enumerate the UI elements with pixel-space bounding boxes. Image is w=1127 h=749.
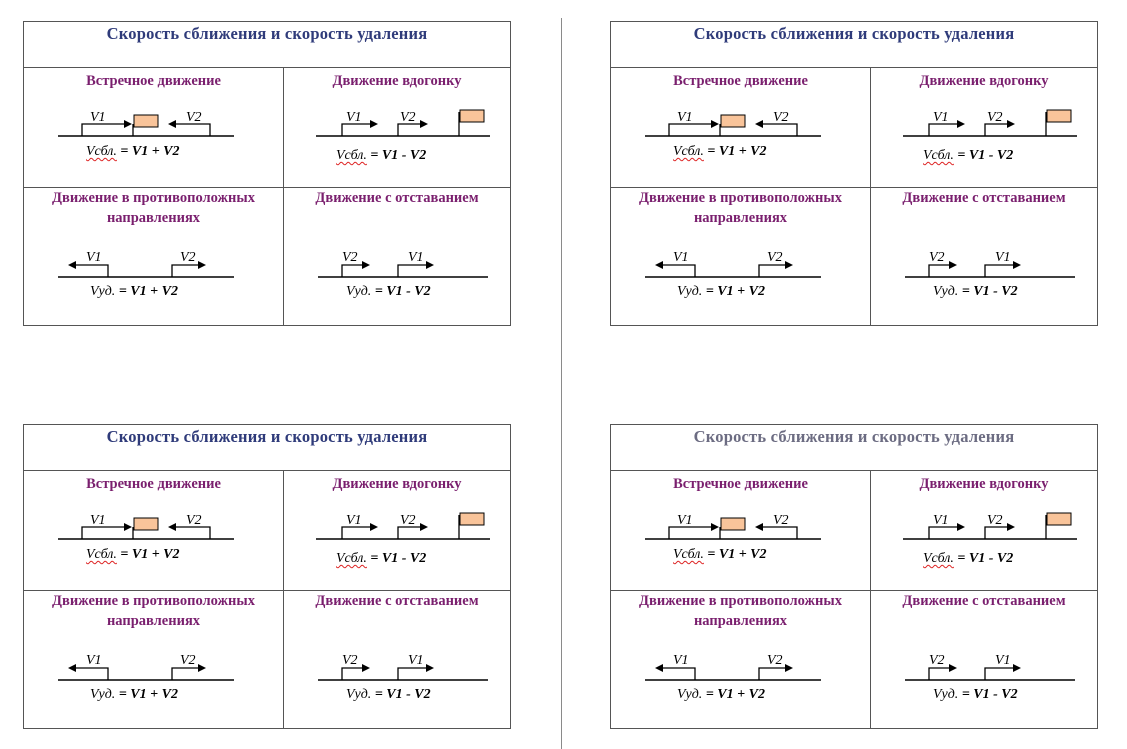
- formula: Vуд. = V1 + V2: [90, 687, 178, 702]
- formula: Vсбл. = V1 - V2: [923, 551, 1014, 566]
- cell-lag-motion: [871, 591, 1097, 728]
- v1-label: V1: [995, 653, 1011, 668]
- formula: Vсбл. = V1 + V2: [86, 144, 180, 159]
- cell-heading: Движение с отставанием: [315, 593, 479, 609]
- cell-lag-motion: [284, 591, 510, 728]
- page-divider: [561, 18, 562, 749]
- formula: Vуд. = V1 - V2: [933, 687, 1018, 702]
- cell-heading: Встречное движение: [86, 73, 221, 89]
- v2-label: V2: [342, 250, 358, 265]
- card-title: Скорость сближения и скорость удаления: [24, 425, 510, 471]
- v2-label: V2: [180, 250, 196, 265]
- cell-lag-motion: [871, 188, 1097, 325]
- v1-label: V1: [673, 653, 689, 668]
- card-title: Скорость сближения и скорость удаления: [24, 22, 510, 68]
- cell-heading: Движение в противоположных направлениях: [639, 593, 842, 629]
- cell-toward-motion: [24, 471, 284, 591]
- v1-label: V1: [86, 250, 102, 265]
- cell-heading: Движение в противоположных направлениях: [52, 190, 255, 226]
- cell-chase-motion: [284, 68, 510, 188]
- formula: Vуд. = V1 - V2: [346, 284, 431, 299]
- v1-label: V1: [86, 653, 102, 668]
- chase-motion-diagram: [284, 68, 510, 188]
- cell-toward-motion: [611, 68, 871, 188]
- cell-toward-motion: [24, 68, 284, 188]
- v2-label: V2: [180, 653, 196, 668]
- speed-card-4: [610, 424, 1098, 729]
- cell-heading: Движение вдогонку: [332, 476, 462, 492]
- lag-motion-diagram: [871, 591, 1097, 728]
- v1-label: V1: [408, 653, 424, 668]
- v1-label: V1: [346, 110, 362, 125]
- cell-opposite-motion: [24, 188, 284, 325]
- v1-label: V1: [90, 513, 106, 528]
- cell-heading: Встречное движение: [673, 476, 808, 492]
- speed-card-3: [23, 424, 511, 729]
- cell-heading: Движение вдогонку: [332, 73, 462, 89]
- v2-label: V2: [186, 513, 202, 528]
- v2-label: V2: [987, 110, 1003, 125]
- formula: Vуд. = V1 + V2: [90, 284, 178, 299]
- v2-label: V2: [929, 653, 945, 668]
- cell-toward-motion: [611, 471, 871, 591]
- chase-motion-diagram: [871, 471, 1097, 591]
- card-title: Скорость сближения и скорость удаления: [611, 22, 1097, 68]
- v1-label: V1: [995, 250, 1011, 265]
- cell-heading: Движение в противоположных направлениях: [639, 190, 842, 226]
- v2-label: V2: [400, 513, 416, 528]
- v1-label: V1: [673, 250, 689, 265]
- formula: Vсбл. = V1 - V2: [923, 148, 1014, 163]
- formula: Vсбл. = V1 - V2: [336, 551, 427, 566]
- toward-motion-diagram: [24, 471, 284, 591]
- v1-label: V1: [408, 250, 424, 265]
- cell-heading: Движение с отставанием: [902, 593, 1066, 609]
- opposite-motion-diagram: [611, 188, 871, 325]
- chase-motion-diagram: [871, 68, 1097, 188]
- cell-heading: Движение вдогонку: [919, 73, 1049, 89]
- lag-motion-diagram: [284, 188, 510, 325]
- formula: Vуд. = V1 - V2: [346, 687, 431, 702]
- v2-label: V2: [400, 110, 416, 125]
- cell-heading: Встречное движение: [86, 476, 221, 492]
- formula: Vсбл. = V1 - V2: [336, 148, 427, 163]
- v2-label: V2: [773, 110, 789, 125]
- v2-label: V2: [773, 513, 789, 528]
- v2-label: V2: [767, 653, 783, 668]
- v2-label: V2: [767, 250, 783, 265]
- cell-lag-motion: [284, 188, 510, 325]
- toward-motion-diagram: [611, 471, 871, 591]
- speed-card-1: [23, 21, 511, 326]
- cell-opposite-motion: [611, 591, 871, 728]
- v1-label: V1: [677, 513, 693, 528]
- formula: Vсбл. = V1 + V2: [86, 547, 180, 562]
- formula: Vсбл. = V1 + V2: [673, 547, 767, 562]
- v1-label: V1: [346, 513, 362, 528]
- lag-motion-diagram: [284, 591, 510, 728]
- cell-chase-motion: [871, 471, 1097, 591]
- v2-label: V2: [987, 513, 1003, 528]
- v1-label: V1: [933, 513, 949, 528]
- cell-heading: Движение с отставанием: [902, 190, 1066, 206]
- cell-chase-motion: [871, 68, 1097, 188]
- chase-motion-diagram: [284, 471, 510, 591]
- opposite-motion-diagram: [24, 591, 284, 728]
- cell-opposite-motion: [24, 591, 284, 728]
- cell-heading: Движение вдогонку: [919, 476, 1049, 492]
- v2-label: V2: [342, 653, 358, 668]
- lag-motion-diagram: [871, 188, 1097, 325]
- cell-heading: Встречное движение: [673, 73, 808, 89]
- formula: Vуд. = V1 - V2: [933, 284, 1018, 299]
- formula: Vсбл. = V1 + V2: [673, 144, 767, 159]
- cell-heading: Движение в противоположных направлениях: [52, 593, 255, 629]
- opposite-motion-diagram: [611, 591, 871, 728]
- cell-chase-motion: [284, 471, 510, 591]
- toward-motion-diagram: [24, 68, 284, 188]
- v2-label: V2: [929, 250, 945, 265]
- cell-heading: Движение с отставанием: [315, 190, 479, 206]
- toward-motion-diagram: [611, 68, 871, 188]
- v2-label: V2: [186, 110, 202, 125]
- card-title: Скорость сближения и скорость удаления: [611, 425, 1097, 471]
- v1-label: V1: [933, 110, 949, 125]
- speed-card-2: [610, 21, 1098, 326]
- formula: Vуд. = V1 + V2: [677, 284, 765, 299]
- v1-label: V1: [90, 110, 106, 125]
- v1-label: V1: [677, 110, 693, 125]
- formula: Vуд. = V1 + V2: [677, 687, 765, 702]
- opposite-motion-diagram: [24, 188, 284, 325]
- cell-opposite-motion: [611, 188, 871, 325]
